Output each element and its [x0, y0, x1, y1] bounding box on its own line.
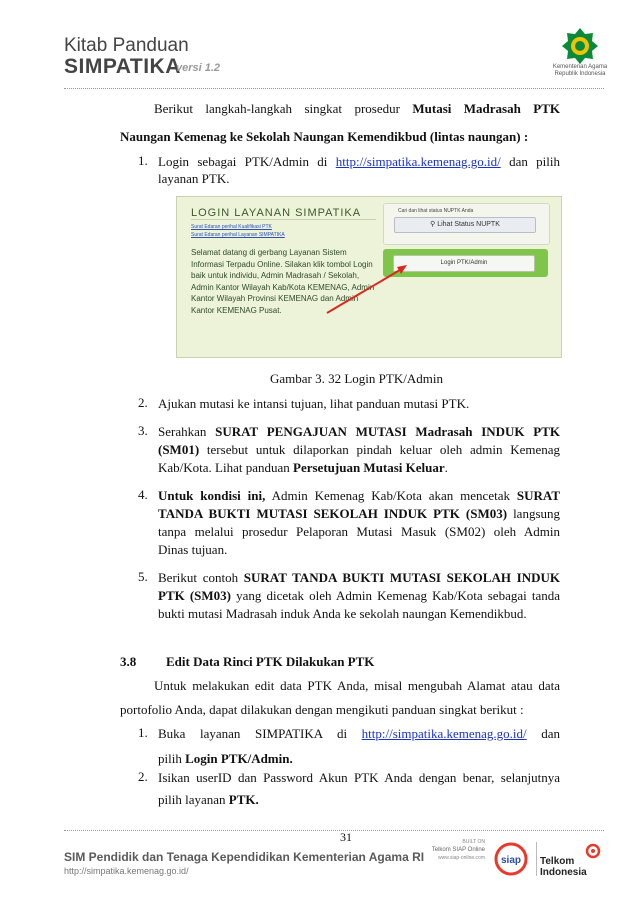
- item3-number: 3.: [138, 423, 148, 438]
- item5-text: Berikut contoh: [158, 570, 239, 585]
- red-arrow-icon: [177, 197, 561, 357]
- item4-line1: [158, 487, 560, 504]
- step1-line1: [158, 725, 560, 742]
- built-on-label: BUILT ON: [462, 839, 485, 845]
- simpatika-link-2[interactable]: http://simpatika.kemenag.go.id/: [361, 726, 527, 741]
- intro-line2: Naungan Kemenag ke Sekolah Naungan Kemendikbud (lintas naungan) :: [120, 129, 529, 144]
- telkom-logo-text: [540, 856, 587, 878]
- nuptk-button-label: Lihat Status NUPTK: [437, 221, 500, 228]
- screenshot-title: LOGIN LAYANAN SIMPATIKA: [191, 207, 362, 219]
- item1-number: 1.: [138, 153, 148, 168]
- item3-text2: tersebut untuk dilaporkan pindah keluar oleh admin Kemenag: [206, 442, 561, 457]
- step1-text-end: dan: [541, 726, 561, 741]
- telkom-name: Telkom: [540, 856, 575, 867]
- item4-bold2: SURAT: [516, 488, 560, 503]
- version-label: versi 1.2: [176, 62, 221, 74]
- item5-line3: bukti mutasi Madrasah induk Anda ke sekolah naungan Kemendikbud.: [158, 606, 527, 621]
- item3-text3: Kab/Kota. Lihat panduan: [158, 460, 290, 475]
- item3-line3: [158, 459, 448, 476]
- siap-logo-icon: [494, 842, 528, 876]
- step2-number: 2.: [138, 769, 148, 784]
- item4-number: 4.: [138, 487, 148, 502]
- search-icon: ⚲: [430, 221, 436, 228]
- screenshot-link-2[interactable]: Surat Edaran perihal Layanan SIMPATIKA: [191, 232, 285, 238]
- item4-bold3: TANDA BUKTI MUTASI SEKOLAH INDUK PTK (SM03): [158, 506, 508, 521]
- item5-number: 5.: [138, 569, 148, 584]
- footer-title: SIM Pendidik dan Tenaga Kependidikan Kementerian Agama RI: [64, 850, 425, 864]
- item2-number: 2.: [138, 395, 148, 410]
- section-title: Edit Data Rinci PTK Dilakukan PTK: [166, 654, 375, 669]
- item5-line2: [158, 587, 560, 604]
- item4-text: Admin Kemenag Kab/Kota akan mencetak: [271, 488, 510, 503]
- logo-caption-line1: Kementerian Agama: [552, 64, 608, 70]
- login-ptk-admin-button[interactable]: Login PTK/Admin: [393, 255, 535, 272]
- nuptk-panel-label: Cari dan lihat status NUPTK Anda: [398, 208, 474, 214]
- step2-bold: PTK.: [228, 792, 259, 807]
- footer-divider: [64, 830, 604, 831]
- step2-line1: Isikan userID dan Password Akun PTK Anda dengan benar, selanjutnya: [158, 770, 560, 785]
- item5-bold2: PTK (SM03): [158, 588, 231, 603]
- header-subtitle: SIMPATIKA: [64, 55, 181, 78]
- item5-text2: yang dicetak oleh Admin Kemenag Kab/Kota sebagai tanda: [236, 588, 560, 603]
- simpatika-link[interactable]: http://simpatika.kemenag.go.id/: [335, 154, 501, 169]
- item3-text: Serahkan: [158, 424, 207, 439]
- item3-line2: [158, 441, 560, 458]
- footer-logo-separator: [536, 842, 537, 876]
- telkom-country: Indonesia: [540, 867, 587, 878]
- step1-text2: pilih: [158, 751, 182, 766]
- footer-url: http://simpatika.kemenag.go.id/: [64, 866, 189, 876]
- item1-line2: layanan PTK.: [158, 171, 230, 186]
- built-on-block: [410, 838, 485, 862]
- figure-caption: Gambar 3. 32 Login PTK/Admin: [270, 371, 443, 386]
- section-number: 3.8: [120, 654, 137, 669]
- siap-logo-text: siap: [500, 855, 522, 866]
- item4-text2: langsung: [513, 506, 561, 521]
- item2-text: Ajukan mutasi ke intansi tujuan, lihat panduan mutasi PTK.: [158, 396, 470, 411]
- intro-text: Berikut langkah-langkah singkat prosedur: [154, 101, 400, 116]
- step1-text: Buka layanan SIMPATIKA di: [158, 726, 348, 741]
- header-title: Kitab Panduan: [64, 35, 189, 56]
- item3-bold2: Persetujuan Mutasi Keluar: [293, 460, 445, 475]
- item3-bold: SURAT PENGAJUAN MUTASI Madrasah INDUK PTK: [215, 424, 560, 439]
- logo-caption-line2: Republik Indonesia: [554, 71, 606, 77]
- item4-bold: Untuk kondisi ini,: [158, 488, 266, 503]
- page-number: 31: [340, 830, 352, 844]
- step1-number: 1.: [138, 725, 148, 740]
- item1-text: Login sebagai PTK/Admin di: [158, 154, 328, 169]
- step2-line2: [158, 791, 259, 808]
- item1-line1: [158, 153, 560, 170]
- item3-code: (SM01): [158, 442, 200, 457]
- built-by-label: Telkom SIAP Online: [431, 847, 485, 853]
- item4-line4: Dinas tujuan.: [158, 542, 228, 557]
- intro-bold: Mutasi Madrasah PTK: [412, 101, 560, 116]
- item3-line1: [158, 423, 560, 440]
- login-screenshot: [176, 196, 562, 358]
- item1-text-end: dan pilih: [509, 154, 561, 169]
- screenshot-welcome-text: Selamat datang di gerbang Layanan Sistem Informasi Terpadu Online. Silakan klik tombol Login baik untuk individu, Admin Madrasah / Sekolah, Admin Kantor Wilayah Kab/Kota KEMENAG, Admin Kantor Wilayah Provinsi KEMENAG dan Admin Kantor KEMENAG Pusat.: [191, 248, 375, 315]
- intro-line1: [154, 100, 560, 117]
- item5-bold: SURAT TANDA BUKTI MUTASI SEKOLAH INDUK: [243, 570, 560, 585]
- screenshot-link-1[interactable]: Surat Edaran perihal Kualifikasi PTK: [191, 224, 272, 230]
- item4-line2: [158, 505, 560, 522]
- kemenag-logo-icon: [560, 26, 600, 66]
- logo-caption: [540, 64, 620, 78]
- section-intro-line2: portofolio Anda, dapat dilakukan dengan mengikuti panduan singkat berikut :: [120, 702, 524, 717]
- section-intro-line1: Untuk melakukan edit data PTK Anda, misal mengubah Alamat atau data: [154, 678, 560, 693]
- header-divider: [64, 88, 604, 89]
- built-url-label: www.siap-online.com: [438, 855, 485, 861]
- step1-bold: Login PTK/Admin.: [185, 751, 293, 766]
- step1-line2: [158, 750, 293, 767]
- step2-text: pilih layanan: [158, 792, 226, 807]
- item4-line3: tanpa melalui prosedur Pelaporan Mutasi Masuk (SM02) oleh Admin: [158, 524, 560, 539]
- item3-period: .: [444, 460, 448, 475]
- item5-line1: [158, 569, 560, 586]
